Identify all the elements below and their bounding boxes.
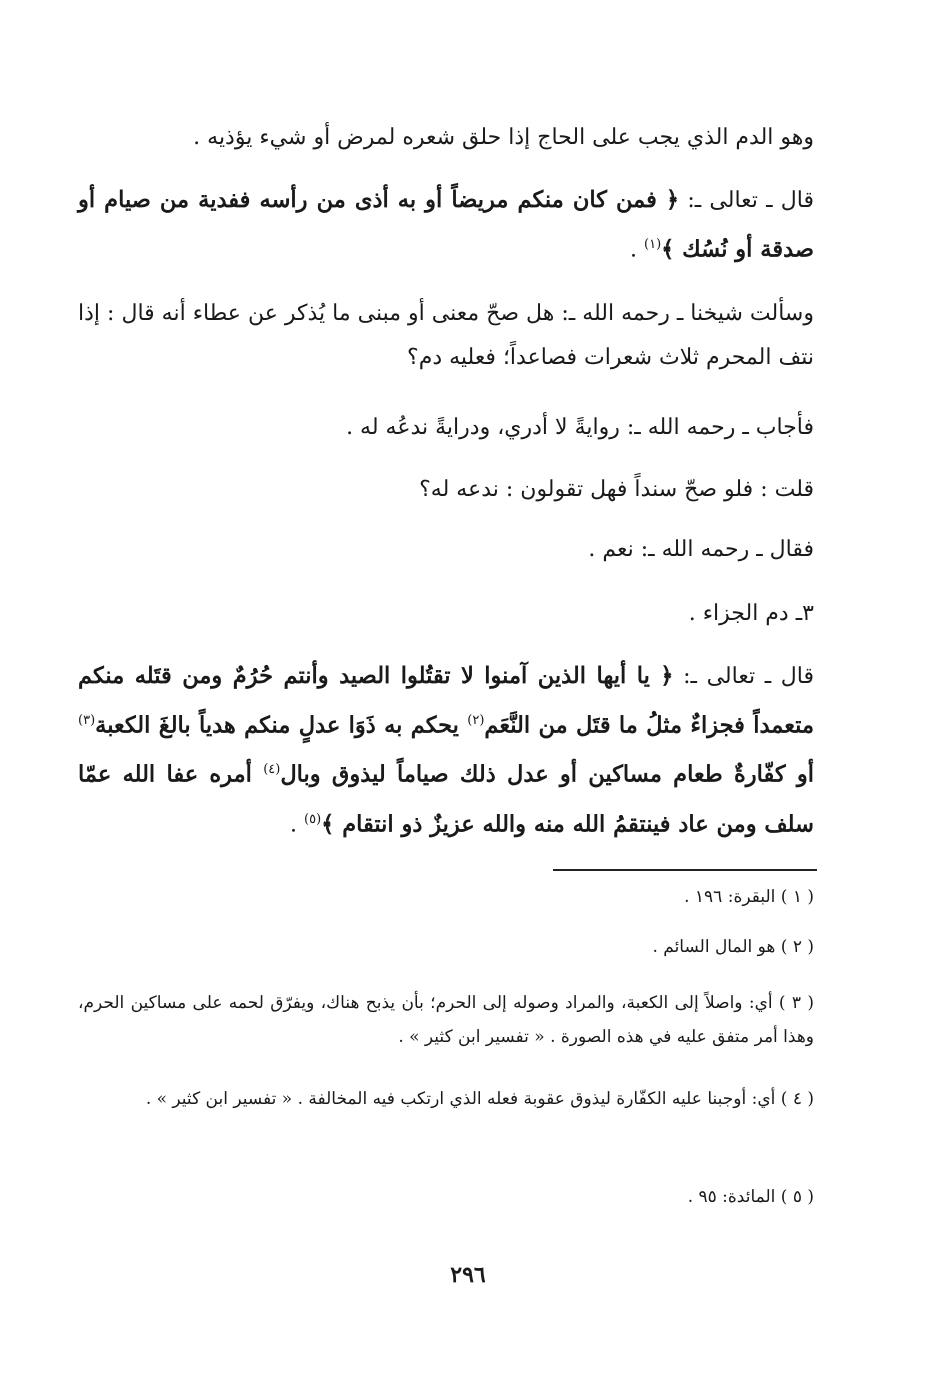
verse-intro-2: قال ـ تعالى ـ: bbox=[673, 664, 814, 689]
section-heading-jaza: ٣ـ دم الجزاء . bbox=[688, 601, 814, 626]
quran-verse-hunting-d: أمره عفا الله عمّا سلف ومن عاد فينتقمُ الله منه والله عزيزٌ ذو انتقام ﴾ bbox=[78, 761, 814, 837]
footnote-ref-3: (٣) bbox=[78, 713, 96, 728]
footnote-ref-5: (٥) bbox=[304, 811, 322, 827]
quran-verse-fidya: ﴿ فمن كان منكم مريضاً أو به أذى من رأسه ففدية من صيام أو صدقة أو نُسُك ﴾ bbox=[78, 187, 814, 263]
footnote-3: ( ٣ ) أي: واصلاً إلى الكعبة، والمراد وصوله إلى الحرم؛ بأن يذبح هناك، ويفرّق لحمه على مساكين الحرم، وهذا أمر متفق عليه في هذه الصورة . « تفسير ابن كثير » . bbox=[78, 993, 814, 1047]
quran-verse-hunting-b: يحكم به ذَوَا عدلٍ منكم هدياً بالغَ الكعبة bbox=[95, 712, 468, 739]
paragraph-verse-illness bbox=[78, 178, 814, 272]
paragraph-verse-hunting bbox=[78, 654, 814, 847]
footnote-1: ( ١ ) البقرة: ١٩٦ . bbox=[684, 887, 814, 907]
paragraph-follow-up: قلت : فلو صحّ سنداً فهل تقولون : ندعه له؟ bbox=[419, 477, 814, 502]
quran-verse-hunting-a: ﴿ يا أيها الذين آمنوا لا تقتُلوا الصيد وأنتم حُرُمٌ ومن قتَله منكم متعمداً فجزاءٌ مثلُ ما قتَل من النَّعَم bbox=[78, 663, 814, 739]
footnote-2: ( ٢ ) هو المال السائم . bbox=[652, 937, 814, 957]
paragraph-question-ata: وسألت شيخنا ـ رحمه الله ـ: هل صحّ معنى أو مبنى ما يُذكر عن عطاء أنه قال : إذا نتف المحرم ثلاث شعرات فصاعداً؛ فعليه دم؟ bbox=[78, 301, 814, 370]
quran-verse-hunting-c: أو كفّارةٌ طعام مساكين أو عدل ذلك صياماً ليذوق وبال bbox=[280, 761, 814, 788]
verse-end: . bbox=[630, 237, 645, 263]
verse-end-2: . bbox=[290, 811, 305, 837]
footnote-4: ( ٤ ) أي: أوجبنا عليه الكفّارة ليذوق عقوبة فعله الذي ارتكب فيه المخالفة . « تفسير ابن كثير » . bbox=[145, 1089, 814, 1109]
footnote-ref-4: (٤) bbox=[263, 762, 281, 778]
footnote-ref-2: (٢) bbox=[467, 713, 485, 728]
paragraph-reply: فقال ـ رحمه الله ـ: نعم . bbox=[588, 537, 814, 562]
footnote-ref-1: (١) bbox=[644, 237, 662, 252]
footnote-divider bbox=[553, 869, 817, 871]
verse-intro: قال ـ تعالى ـ: bbox=[679, 188, 814, 213]
paragraph-shaving-blood: وهو الدم الذي يجب على الحاج إذا حلق شعره لمرض أو شيء يؤذيه . bbox=[193, 125, 814, 150]
page-number: ٢٩٦ bbox=[450, 1262, 486, 1288]
footnote-5: ( ٥ ) المائدة: ٩٥ . bbox=[687, 1187, 814, 1207]
paragraph-answer: فأجاب ـ رحمه الله ـ: روايةً لا أدري، ودرايةً ندعُه له . bbox=[346, 415, 814, 440]
